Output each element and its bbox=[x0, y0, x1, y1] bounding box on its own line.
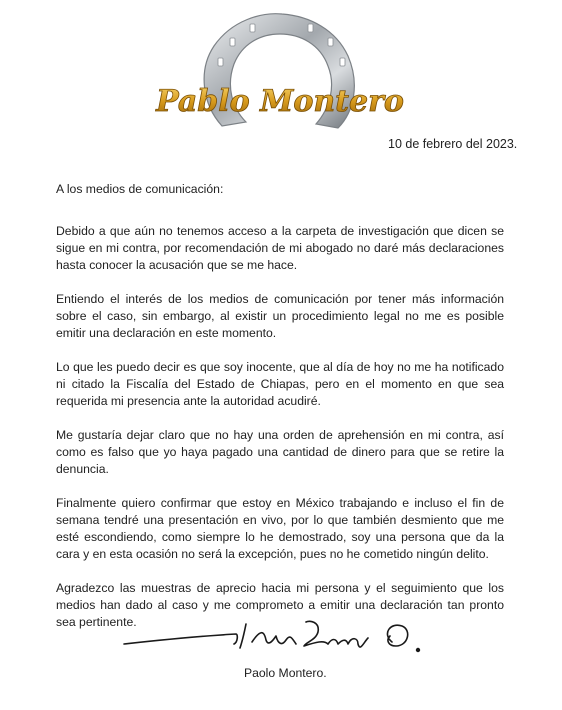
paragraph: Debido a que aún no tenemos acceso a la carpeta de investigación que dicen se sigue en mi contra, por recomendación de mi abogado no daré más declaraciones hasta conocer la acusación que se me hace. bbox=[56, 224, 504, 272]
paragraph: Lo que les puedo decir es que soy inocente, que al día de hoy no me ha notificado ni citado la Fiscalía del Estado de Chiapas, pero en el momento en que sea requerida mi presencia ante la autoridad acudiré. bbox=[56, 360, 504, 408]
signature-name: Paolo Montero. bbox=[244, 666, 327, 680]
salutation: A los medios de comunicación: bbox=[56, 182, 224, 196]
logo-lettering: Pablo Montero bbox=[156, 84, 404, 119]
pablo-montero-logo bbox=[150, 8, 410, 136]
paragraph: Entiendo el interés de los medios de comunicación por tener más información sobre el caso, sin embargo, al existir un procedimiento legal no me es posible emitir una declaración en este momento. bbox=[56, 292, 504, 340]
letter-date: 10 de febrero del 2023. bbox=[388, 137, 518, 151]
letter-body bbox=[56, 181, 504, 648]
handwritten-signature bbox=[120, 612, 440, 660]
paragraph: Finalmente quiero confirmar que estoy en México trabajando e incluso el fin de semana tendré una presentación en vivo, por lo que también desmiento que me esté escondiendo, como siempre lo he demostrado, soy una persona que da la cara y en esta ocasión no será la excepción, pues no he cometido ningún delito. bbox=[56, 496, 504, 561]
paragraph: Agradezco las muestras de aprecio hacia mi persona y el seguimiento que los medios han dado al caso y me comprometo a emitir una declaración tan pronto sea pertinente. bbox=[56, 581, 504, 629]
paragraph: Me gustaría dejar claro que no hay una orden de aprehensión en mi contra, así como es falso que yo haya pagado una cantidad de dinero para que se retire la denuncia. bbox=[56, 428, 504, 476]
